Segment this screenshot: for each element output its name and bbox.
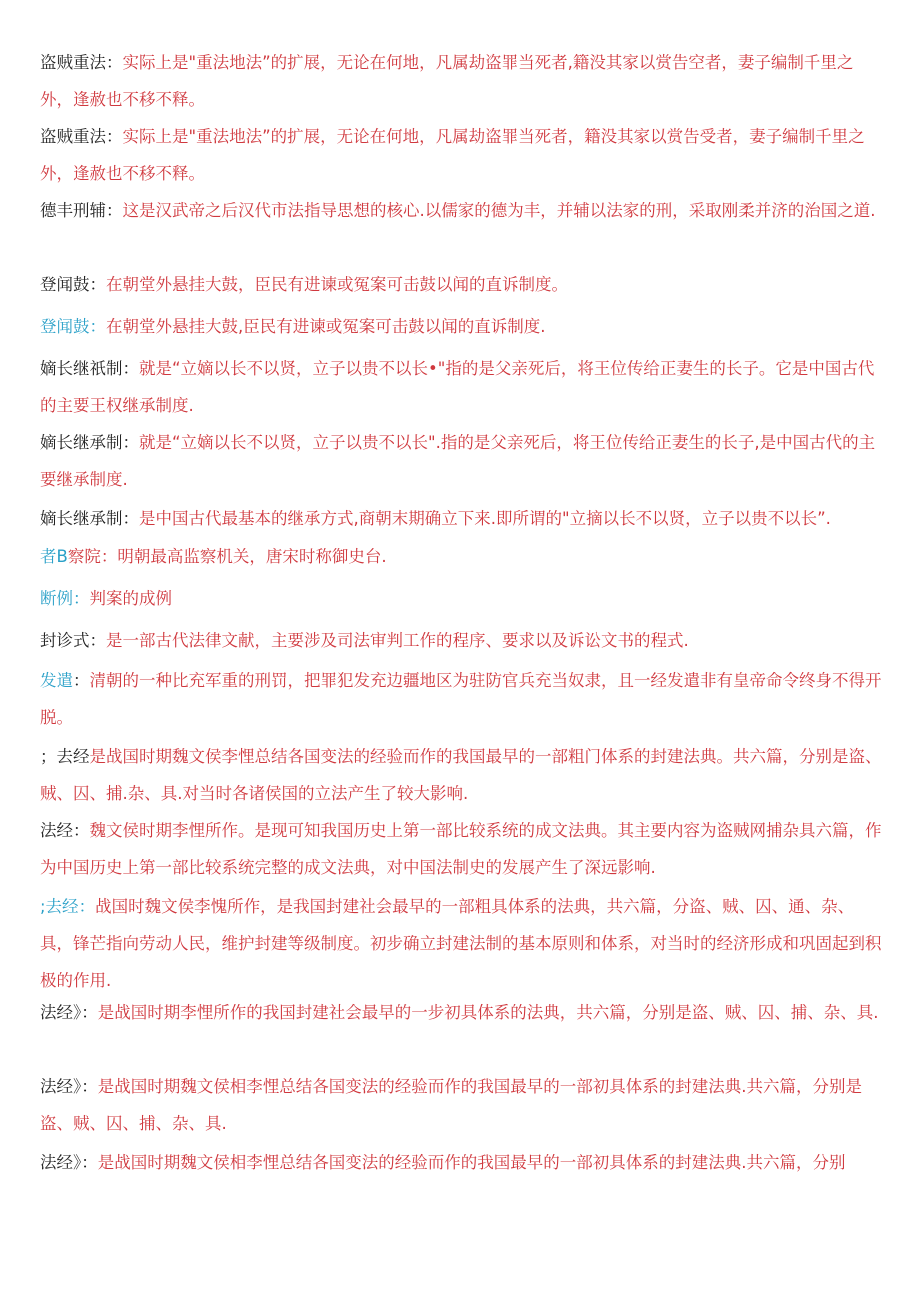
list-item bbox=[40, 192, 885, 229]
entry-term: 德丰刑辅 bbox=[40, 201, 106, 220]
entry-separator: ： bbox=[106, 53, 123, 72]
entry-definition: 就是“立嫡以长不以贤，立子以贵不以长•"指的是父亲死后，将王位传给正妻生的长子。它是中国古代的主要王权继承制度. bbox=[40, 359, 875, 415]
entry-term: ；去经 bbox=[40, 747, 90, 766]
entry-separator: ： bbox=[89, 631, 106, 650]
entry-definition: 察院：明朝最高监察机关，唐宋时称御史台. bbox=[67, 547, 387, 566]
entry-term: 嫡长继祇制 bbox=[40, 359, 123, 378]
entry-definition: 实际上是"重法地法”的扩展，无论在何地，凡属劫盗罪当死者，籍没其家以赏告受者，妻子编制千里之外，逢赦也不移不释。 bbox=[40, 127, 865, 183]
entry-separator: ： bbox=[73, 589, 90, 608]
entry-separator: ： bbox=[122, 509, 139, 528]
entry-term: 盗贼重法 bbox=[40, 127, 106, 146]
list-item bbox=[40, 424, 885, 498]
entry-definition: 魏文侯时期李悝所作。是现可知我国历史上第一部比较系统的成文法典。其主要内容为盗贼网捕杂具六篇，作为中国历史上第一部比较系统完整的成文法典，对中国法制史的发展产生了深远影响. bbox=[40, 821, 882, 877]
list-item bbox=[40, 350, 885, 424]
entry-definition: 就是“立嫡以长不以贤，立子以贵不以长".指的是父亲死后，将王位传给正妻生的长子,是中国古代的主要继承制度. bbox=[40, 433, 876, 489]
entry-term: 嫡长继承制 bbox=[40, 509, 123, 528]
list-item bbox=[40, 1068, 885, 1142]
entry-definition: 判案的成例 bbox=[89, 589, 172, 608]
list-item bbox=[40, 44, 885, 118]
entry-separator: ： bbox=[78, 897, 96, 916]
list-item bbox=[40, 738, 885, 812]
entry-separator: ： bbox=[122, 433, 139, 452]
entry-separator: ： bbox=[73, 821, 90, 840]
entry-separator: ： bbox=[106, 127, 123, 146]
entry-separator: ： bbox=[89, 317, 106, 336]
entry-separator: ： bbox=[73, 671, 90, 690]
entry-term: 法经》 bbox=[40, 1077, 82, 1096]
entry-definition: 是战国时期魏文侯李悝总结各国变法的经验而作的我国最早的一部粗门体系的封建法典。共六篇，分别是盗、贼、囚、捕.杂、具.对当时各诸侯国的立法产生了较大影响. bbox=[40, 747, 882, 803]
entry-term: 法经 bbox=[40, 821, 73, 840]
entry-definition: 是中国古代最基本的继承方式,商朝末期确立下来.即所谓的"立摘以长不以贤，立子以贵不以长”. bbox=[139, 509, 831, 528]
entry-separator: ： bbox=[106, 201, 123, 220]
entry-definition: 战国时魏文侯李愧所作，是我国封建社会最早的一部粗具体系的法典，共六篇，分盗、贼、囚、通、杂、具，锋芒指向劳动人民，维护封建等级制度。初步确立封建法制的基本原则和体系，对当时的经济形成和巩固起到积极的作用. bbox=[40, 897, 882, 990]
list-item bbox=[40, 622, 885, 659]
entry-definition: 在朝堂外悬挂大鼓,臣民有进谏或冤案可击鼓以闻的直诉制度. bbox=[106, 317, 546, 336]
list-item bbox=[40, 308, 885, 345]
entry-separator: ： bbox=[81, 1153, 98, 1172]
entry-separator: ： bbox=[81, 1077, 98, 1096]
list-item bbox=[40, 662, 885, 736]
entry-definition: 是战国时期魏文侯相李悝总结各国变法的经验而作的我国最早的一部初具体系的封建法典.共六篇，分别是盗、贼、囚、捕、杂、具. bbox=[40, 1077, 862, 1133]
entry-separator: ： bbox=[122, 359, 139, 378]
entry-term: 者B bbox=[40, 547, 68, 566]
entry-separator: ： bbox=[89, 275, 106, 294]
entry-term: 盗贼重法 bbox=[40, 53, 106, 72]
entry-term: ;去经 bbox=[40, 897, 79, 916]
entry-term: 法经》 bbox=[40, 1003, 82, 1022]
entry-definition: 实际上是"重法地法”的扩展，无论在何地，凡属劫盗罪当死者,籍没其家以赏告空者，妻子编制千里之外，逢赦也不移不释。 bbox=[40, 53, 854, 109]
entry-definition: 是战国时期李悝所作的我国封建社会最早的一步初具体系的法典，共六篇，分别是盗、贼、囚、捕、杂、具. bbox=[97, 1003, 879, 1022]
entry-term: 断例 bbox=[40, 589, 73, 608]
entry-term: 发遣 bbox=[40, 671, 73, 690]
entry-term: 嫡长继承制 bbox=[40, 433, 123, 452]
list-item bbox=[40, 888, 885, 999]
list-item bbox=[40, 1144, 885, 1181]
list-item bbox=[40, 580, 885, 617]
list-item bbox=[40, 500, 885, 537]
entry-definition: 这是汉武帝之后汉代市法指导思想的核心.以儒家的德为丰，并辅以法家的刑，采取刚柔并济的治国之道. bbox=[122, 201, 876, 220]
entry-definition: 是战国时期魏文侯相李悝总结各国变法的经验而作的我国最早的一部初具体系的封建法典.共六篇，分别 bbox=[97, 1153, 846, 1172]
list-item bbox=[40, 118, 885, 192]
entry-term: 登闻鼓 bbox=[40, 317, 90, 336]
list-item bbox=[40, 538, 885, 575]
list-item bbox=[40, 812, 885, 886]
entry-separator: ： bbox=[81, 1003, 98, 1022]
list-item bbox=[40, 994, 885, 1031]
entry-definition: 是一部古代法律文献，主要涉及司法审判工作的程序、要求以及诉讼文书的程式. bbox=[106, 631, 689, 650]
list-item bbox=[40, 266, 885, 303]
entry-definition: 在朝堂外悬挂大鼓，臣民有进谏或冤案可击鼓以闻的直诉制度。 bbox=[106, 275, 568, 294]
entry-term: 封诊式 bbox=[40, 631, 90, 650]
entry-term: 登闻鼓 bbox=[40, 275, 90, 294]
entry-term: 法经》 bbox=[40, 1153, 82, 1172]
entry-definition: 清朝的一种比充军重的刑罚，把罪犯发充边疆地区为驻防官兵充当奴隶，且一经发遣非有皇帝命令终身不得开脱。 bbox=[40, 671, 882, 727]
